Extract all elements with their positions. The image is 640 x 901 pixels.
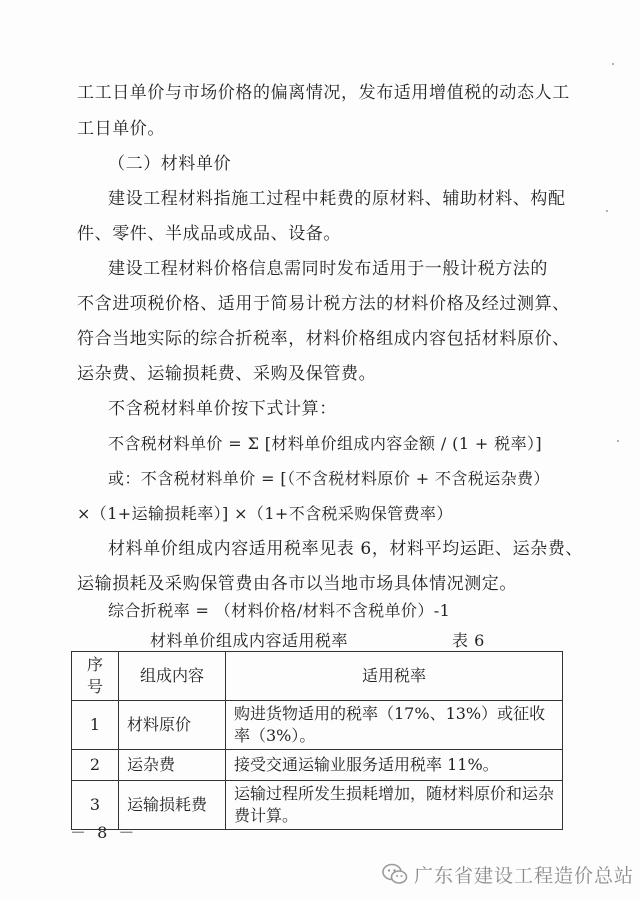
formula-line: 或：不含税材料单价 = [（不含税材料原价 + 不含税运杂费） bbox=[108, 469, 550, 488]
scan-speck bbox=[606, 210, 608, 212]
table-title: 材料单价组成内容适用税率 bbox=[150, 631, 349, 650]
table-row bbox=[72, 781, 563, 830]
body-line: 工工日单价与市场价格的偏离情况，发布适用增值税的动态人工 bbox=[77, 83, 570, 103]
scan-speck bbox=[612, 63, 614, 65]
cell-no: 1 bbox=[72, 701, 119, 750]
formula-line: 综合折税率 = （材料价格/材料不含税单价）-1 bbox=[108, 601, 451, 620]
header-rate: 适用税率 bbox=[226, 652, 563, 701]
header-no: 序号 bbox=[72, 652, 119, 701]
cell-no: 2 bbox=[72, 750, 119, 781]
tax-rate-table bbox=[71, 651, 563, 830]
body-line: 建设工程材料价格信息需同时发布适用于一般计税方法的 bbox=[108, 259, 548, 279]
table-header-row bbox=[72, 652, 563, 701]
table-caption bbox=[150, 628, 485, 651]
formula-line: 不含税材料单价 = Σ [材料单价组成内容金额 / (1 + 税率）] bbox=[108, 434, 543, 453]
body-line: 建设工程材料指施工过程中耗费的原材料、辅助材料、构配 bbox=[108, 189, 566, 209]
cell-rate: 运输过程所发生损耗增加，随材料原价和运杂费计算。 bbox=[226, 781, 563, 830]
formula-line: ×（1+运输损耗率）] ×（1+不含税采购保管费率） bbox=[77, 504, 453, 523]
table-row bbox=[72, 701, 563, 750]
page-number: － 8 － bbox=[70, 823, 138, 842]
cell-item: 运杂费 bbox=[119, 750, 226, 781]
cell-rate: 接受交通运输业服务适用税率 11%。 bbox=[226, 750, 563, 781]
body-line: 运杂费、运输损耗费、采购及保管费。 bbox=[77, 364, 377, 384]
body-line: 符合当地实际的综合折税率，材料价格组成内容包括材料原价、 bbox=[77, 329, 570, 349]
watermark-text: 广东省建设工程造价总站 bbox=[414, 864, 635, 887]
table-row bbox=[72, 750, 563, 781]
body-line: 工日单价。 bbox=[77, 119, 165, 139]
table-number: 表 6 bbox=[452, 631, 485, 650]
cell-no: 3 bbox=[72, 781, 119, 830]
source-watermark bbox=[382, 860, 634, 888]
header-item: 组成内容 bbox=[119, 652, 226, 701]
cell-item: 运输损耗费 bbox=[119, 781, 226, 830]
body-line: 不含税材料单价按下式计算： bbox=[108, 399, 337, 419]
body-line: 运输损耗及采购保管费由各市以当地市场具体情况测定。 bbox=[77, 574, 517, 594]
section-heading: （二）材料单价 bbox=[108, 154, 232, 174]
body-line: 件、零件、半成品或成品、设备。 bbox=[77, 224, 341, 244]
body-line: 材料单价组成内容适用税率见表 6，材料平均运距、运杂费、 bbox=[108, 539, 584, 559]
body-line: 不含进项税价格、适用于简易计税方法的材料价格及经过测算、 bbox=[77, 294, 570, 314]
cell-item: 材料原价 bbox=[119, 701, 226, 750]
scan-speck bbox=[617, 440, 619, 442]
wechat-icon bbox=[382, 863, 408, 885]
cell-rate: 购进货物适用的税率（17%、13%）或征收率（3%）。 bbox=[226, 701, 563, 750]
